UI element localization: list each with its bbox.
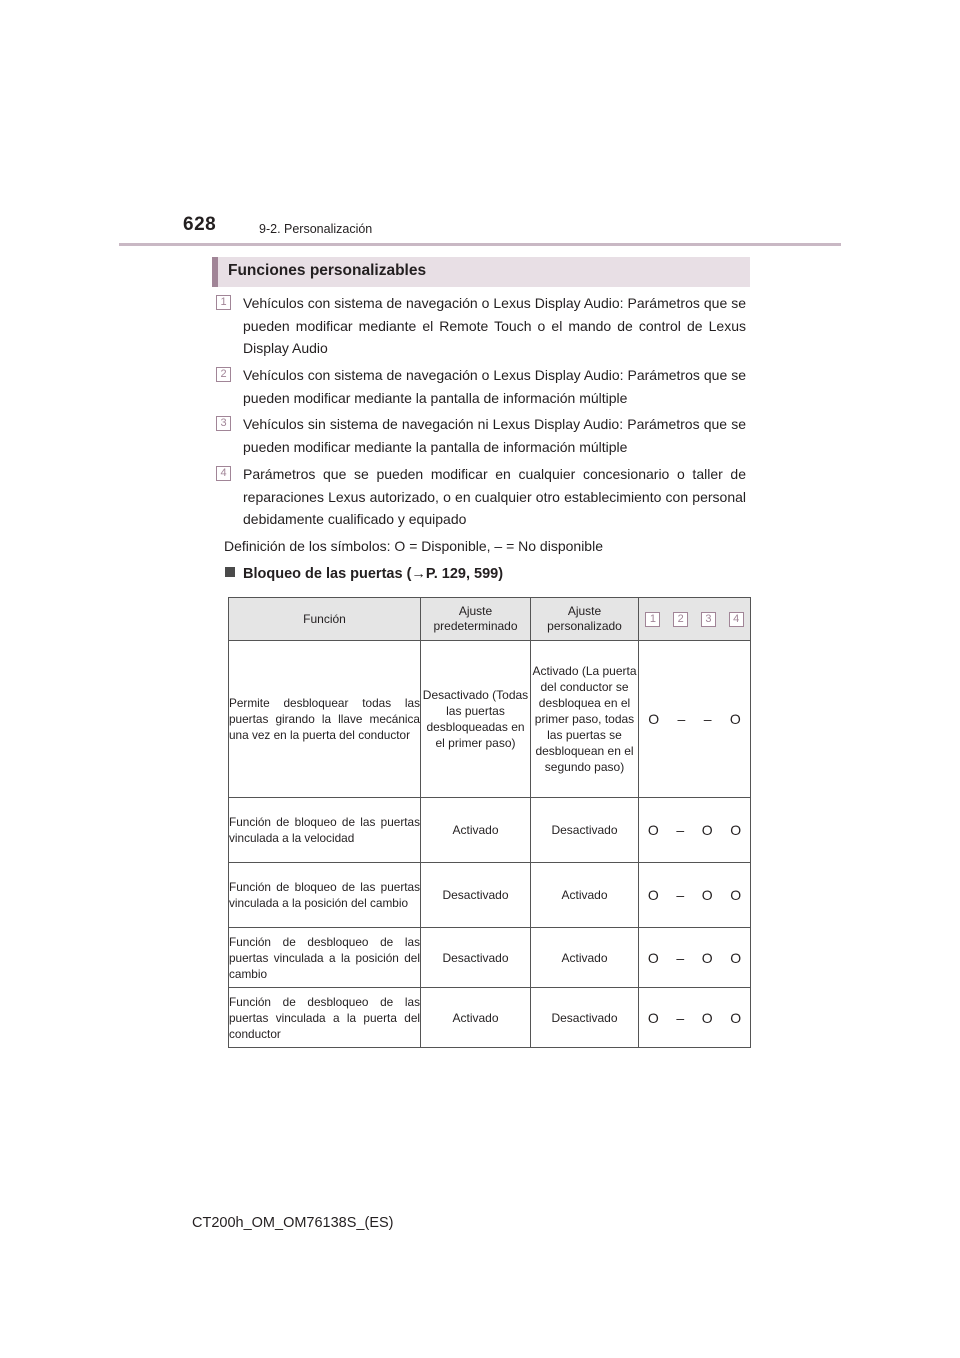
availability-mark: O	[729, 711, 741, 727]
availability-mark: O	[701, 822, 713, 838]
number-4-icon: 4	[216, 466, 231, 481]
number-1-icon: 1	[216, 295, 231, 310]
cell-default: Desactivado (Todas las puertas desbloqueadas en el primer paso)	[421, 641, 531, 798]
section-title-box	[212, 257, 750, 287]
cell-availability	[639, 988, 751, 1048]
item-text: Vehículos con sistema de navegación o Lexus Display Audio: Parámetros que se pueden modificar mediante el Remote Touch o el mando de control de Lexus Display Audio	[243, 295, 746, 356]
subheading	[225, 566, 503, 582]
number-1-icon: 1	[645, 612, 660, 627]
availability-mark: O	[647, 949, 659, 966]
list-item	[214, 413, 746, 458]
item-text: Vehículos con sistema de navegación o Lexus Display Audio: Parámetros que se pueden modificar mediante la pantalla de información múltiple	[243, 367, 746, 406]
section-label: 9-2. Personalización	[259, 222, 373, 236]
availability-mark: O	[648, 711, 660, 727]
availability-mark: O	[647, 887, 659, 903]
number-2-icon: 2	[216, 367, 231, 382]
page-number: 628	[183, 214, 217, 235]
section-title: Funciones personalizables	[228, 262, 427, 279]
item-text: Vehículos sin sistema de navegación ni Lexus Display Audio: Parámetros que se pueden modificar mediante la pantalla de información múltiple	[243, 416, 746, 455]
cell-custom: Activado	[531, 863, 639, 928]
cell-default: Activado	[421, 988, 531, 1048]
list-item	[214, 364, 746, 409]
cell-custom: Activado (La puerta del conductor se desbloquea en el primer paso, todas las puertas se desbloquean en el segundo paso)	[531, 641, 639, 798]
header-function: Función	[229, 598, 421, 641]
availability-mark: O	[701, 887, 713, 903]
availability-mark: –	[703, 711, 712, 727]
cell-custom: Desactivado	[531, 798, 639, 863]
availability-mark: –	[676, 1009, 685, 1026]
header-default: Ajuste predeterminado	[421, 598, 531, 641]
availability-mark: –	[676, 822, 685, 838]
table-row	[229, 863, 751, 928]
cell-availability	[639, 798, 751, 863]
table-row	[229, 798, 751, 863]
availability-mark: O	[647, 822, 659, 838]
availability-mark: –	[677, 711, 686, 727]
cell-default: Desactivado	[421, 928, 531, 988]
number-3-icon: 3	[216, 416, 231, 431]
cell-function: Permite desbloquear todas las puertas girando la llave mecánica una vez en la puerta del conductor	[229, 641, 421, 798]
item-text: Parámetros que se pueden modificar en cualquier concesionario o taller de reparaciones Lexus autorizado, o en cualquier otro establecimiento con personal debidamente cualificado y equipado	[243, 466, 746, 527]
cell-default: Activado	[421, 798, 531, 863]
availability-mark: O	[701, 949, 713, 966]
cell-function: Función de desbloqueo de las puertas vinculada a la puerta del conductor	[229, 988, 421, 1048]
table-header-row	[229, 598, 751, 641]
number-4-icon: 4	[729, 612, 744, 627]
number-2-icon: 2	[673, 612, 688, 627]
header-availability	[639, 598, 751, 641]
cell-custom: Desactivado	[531, 988, 639, 1048]
footer-code: CT200h_OM_OM76138S_(ES)	[192, 1215, 394, 1231]
availability-mark: O	[647, 1009, 659, 1026]
availability-mark: O	[730, 822, 742, 838]
cell-function: Función de bloqueo de las puertas vinculada a la posición del cambio	[229, 863, 421, 928]
availability-icons	[639, 612, 750, 627]
availability-mark: O	[730, 887, 742, 903]
table-row	[229, 641, 751, 798]
settings-table	[228, 597, 751, 1048]
cell-function: Función de desbloqueo de las puertas vinculada a la posición del cambio	[229, 928, 421, 988]
availability-mark: –	[676, 887, 685, 903]
cell-availability	[639, 641, 751, 798]
header-custom: Ajuste personalizado	[531, 598, 639, 641]
cell-function: Función de bloqueo de las puertas vinculada a la velocidad	[229, 798, 421, 863]
number-3-icon: 3	[701, 612, 716, 627]
cell-availability	[639, 928, 751, 988]
header-rule	[119, 243, 841, 246]
availability-mark: –	[676, 949, 685, 966]
cell-custom: Activado	[531, 928, 639, 988]
availability-mark: O	[701, 1009, 713, 1026]
square-bullet-icon	[225, 567, 235, 577]
symbol-definition: Definición de los símbolos: O = Disponible, – = No disponible	[224, 538, 603, 554]
availability-mark: O	[730, 949, 742, 966]
list-item	[214, 463, 746, 531]
availability-mark: O	[730, 1009, 742, 1026]
list-item	[214, 292, 746, 360]
cell-default: Desactivado	[421, 863, 531, 928]
subheading-text: Bloqueo de las puertas (→P. 129, 599)	[243, 566, 504, 582]
table-row	[229, 988, 751, 1048]
table-row	[229, 928, 751, 988]
cell-availability	[639, 863, 751, 928]
